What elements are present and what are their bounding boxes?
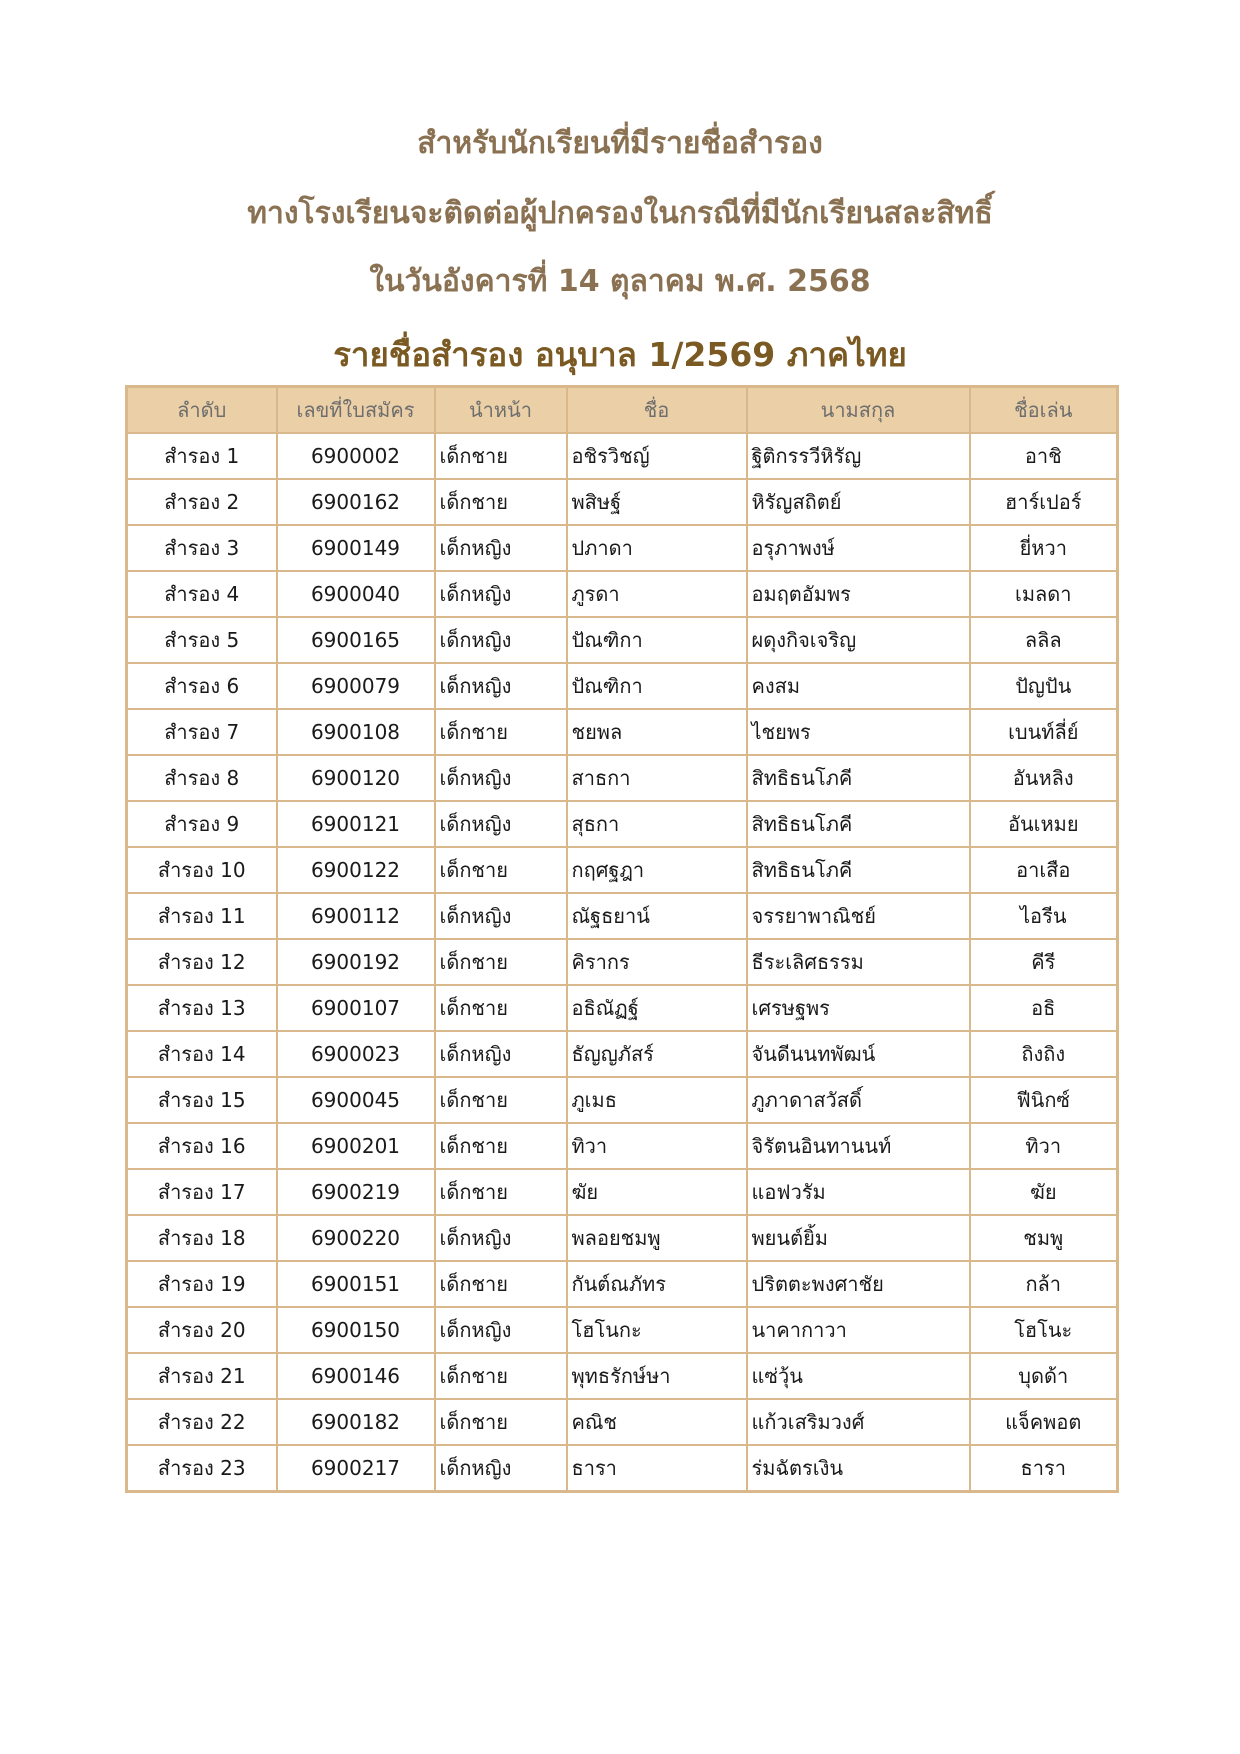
cell-last-name: ธีระเลิศธรรม <box>747 939 970 985</box>
cell-first-name: ภูรดา <box>567 571 747 617</box>
cell-last-name: เศรษฐพร <box>747 985 970 1031</box>
cell-order: สำรอง 18 <box>127 1215 277 1261</box>
cell-last-name: แซ่วุ้น <box>747 1353 970 1399</box>
cell-nickname: ฆัย <box>970 1169 1118 1215</box>
cell-nickname: ไอรีน <box>970 893 1118 939</box>
cell-last-name: ฐิติกรรวีหิรัญ <box>747 433 970 479</box>
cell-first-name: โฮโนกะ <box>567 1307 747 1353</box>
cell-first-name: อธิณัฏฐ์ <box>567 985 747 1031</box>
cell-last-name: หิรัญสถิตย์ <box>747 479 970 525</box>
cell-first-name: กฤศฐฎา <box>567 847 747 893</box>
table-row <box>127 525 1118 571</box>
cell-application-no: 6900146 <box>277 1353 435 1399</box>
cell-application-no: 6900219 <box>277 1169 435 1215</box>
cell-first-name: พุทธรักษ์ษา <box>567 1353 747 1399</box>
cell-application-no: 6900108 <box>277 709 435 755</box>
cell-first-name: พสิษฐ์ <box>567 479 747 525</box>
cell-order: สำรอง 21 <box>127 1353 277 1399</box>
table-row <box>127 847 1118 893</box>
cell-prefix: เด็กหญิง <box>435 1031 567 1077</box>
cell-prefix: เด็กชาย <box>435 709 567 755</box>
cell-nickname: บุดด้า <box>970 1353 1118 1399</box>
cell-application-no: 6900165 <box>277 617 435 663</box>
cell-application-no: 6900023 <box>277 1031 435 1077</box>
cell-prefix: เด็กหญิง <box>435 1307 567 1353</box>
table-row <box>127 893 1118 939</box>
cell-order: สำรอง 15 <box>127 1077 277 1123</box>
reserve-list-table <box>125 385 1119 1493</box>
cell-prefix: เด็กหญิง <box>435 1445 567 1492</box>
cell-prefix: เด็กหญิง <box>435 525 567 571</box>
cell-last-name: สิทธิธนโภคี <box>747 801 970 847</box>
cell-prefix: เด็กชาย <box>435 433 567 479</box>
cell-application-no: 6900220 <box>277 1215 435 1261</box>
cell-application-no: 6900079 <box>277 663 435 709</box>
cell-nickname: ฟีนิกซ์ <box>970 1077 1118 1123</box>
cell-first-name: กันต์ณภัทร <box>567 1261 747 1307</box>
cell-order: สำรอง 6 <box>127 663 277 709</box>
cell-last-name: จิรัตนอินทานนท์ <box>747 1123 970 1169</box>
cell-first-name: สุธกา <box>567 801 747 847</box>
table-body <box>127 433 1118 1492</box>
cell-application-no: 6900149 <box>277 525 435 571</box>
notice-date: ในวันอังคารที่ 14 ตุลาคม พ.ศ. 2568 <box>369 264 871 299</box>
cell-prefix: เด็กชาย <box>435 1169 567 1215</box>
table-row <box>127 709 1118 755</box>
cell-order: สำรอง 5 <box>127 617 277 663</box>
cell-nickname: ยี่หวา <box>970 525 1118 571</box>
cell-application-no: 6900045 <box>277 1077 435 1123</box>
cell-order: สำรอง 13 <box>127 985 277 1031</box>
cell-last-name: อมฤตอัมพร <box>747 571 970 617</box>
cell-first-name: ภูเมธ <box>567 1077 747 1123</box>
cell-application-no: 6900182 <box>277 1399 435 1445</box>
cell-last-name: ปริตตะพงศาชัย <box>747 1261 970 1307</box>
cell-first-name: ทิวา <box>567 1123 747 1169</box>
cell-application-no: 6900217 <box>277 1445 435 1492</box>
cell-nickname: ฮาร์เปอร์ <box>970 479 1118 525</box>
cell-last-name: สิทธิธนโภคี <box>747 755 970 801</box>
cell-first-name: ธารา <box>567 1445 747 1492</box>
table-row <box>127 1123 1118 1169</box>
table-row <box>127 939 1118 985</box>
table-row <box>127 1261 1118 1307</box>
cell-first-name: อชิรวิชญ์ <box>567 433 747 479</box>
column-header-nickname: ชื่อเล่น <box>970 387 1118 434</box>
cell-nickname: แจ็คพอต <box>970 1399 1118 1445</box>
cell-application-no: 6900201 <box>277 1123 435 1169</box>
cell-order: สำรอง 23 <box>127 1445 277 1492</box>
table-header-row <box>127 387 1118 434</box>
cell-application-no: 6900151 <box>277 1261 435 1307</box>
cell-order: สำรอง 7 <box>127 709 277 755</box>
cell-order: สำรอง 8 <box>127 755 277 801</box>
cell-last-name: อรุภาพงษ์ <box>747 525 970 571</box>
cell-nickname: อาเสือ <box>970 847 1118 893</box>
cell-application-no: 6900122 <box>277 847 435 893</box>
cell-last-name: นาคากาวา <box>747 1307 970 1353</box>
cell-application-no: 6900107 <box>277 985 435 1031</box>
table-row <box>127 1399 1118 1445</box>
cell-prefix: เด็กชาย <box>435 479 567 525</box>
table-row <box>127 433 1118 479</box>
cell-first-name: ปัณฑิกา <box>567 617 747 663</box>
cell-application-no: 6900121 <box>277 801 435 847</box>
table-row <box>127 617 1118 663</box>
table-row <box>127 1169 1118 1215</box>
column-header-order: ลำดับ <box>127 387 277 434</box>
cell-order: สำรอง 16 <box>127 1123 277 1169</box>
cell-application-no: 6900162 <box>277 479 435 525</box>
cell-order: สำรอง 1 <box>127 433 277 479</box>
cell-prefix: เด็กชาย <box>435 1353 567 1399</box>
cell-nickname: อธิ <box>970 985 1118 1031</box>
cell-order: สำรอง 19 <box>127 1261 277 1307</box>
cell-nickname: อาชิ <box>970 433 1118 479</box>
cell-nickname: อันเหมย <box>970 801 1118 847</box>
cell-last-name: แก้วเสริมวงศ์ <box>747 1399 970 1445</box>
cell-nickname: ทิวา <box>970 1123 1118 1169</box>
cell-last-name: คงสม <box>747 663 970 709</box>
table-row <box>127 571 1118 617</box>
cell-order: สำรอง 10 <box>127 847 277 893</box>
cell-nickname: ปัญปัน <box>970 663 1118 709</box>
cell-application-no: 6900120 <box>277 755 435 801</box>
table-row <box>127 1353 1118 1399</box>
cell-first-name: สาธกา <box>567 755 747 801</box>
cell-nickname: เบนท์ลี่ย์ <box>970 709 1118 755</box>
table-row <box>127 1307 1118 1353</box>
cell-nickname: ธารา <box>970 1445 1118 1492</box>
cell-nickname: กล้า <box>970 1261 1118 1307</box>
cell-order: สำรอง 20 <box>127 1307 277 1353</box>
cell-application-no: 6900040 <box>277 571 435 617</box>
column-header-first-name: ชื่อ <box>567 387 747 434</box>
cell-prefix: เด็กชาย <box>435 1399 567 1445</box>
cell-last-name: พยนต์ยิ้ม <box>747 1215 970 1261</box>
notice-line-2: ทางโรงเรียนจะติดต่อผู้ปกครองในกรณีที่มีนักเรียนสละสิทธิ์ <box>247 196 993 231</box>
column-header-application-no: เลขที่ใบสมัคร <box>277 387 435 434</box>
column-header-last-name: นามสกุล <box>747 387 970 434</box>
cell-nickname: คีรี <box>970 939 1118 985</box>
table-row <box>127 479 1118 525</box>
table-row <box>127 755 1118 801</box>
cell-prefix: เด็กหญิง <box>435 571 567 617</box>
table-row <box>127 1077 1118 1123</box>
cell-prefix: เด็กหญิง <box>435 617 567 663</box>
cell-last-name: ภูภาดาสวัสดิ์ <box>747 1077 970 1123</box>
cell-last-name: จันดีนนทพัฒน์ <box>747 1031 970 1077</box>
table-row <box>127 1031 1118 1077</box>
cell-order: สำรอง 14 <box>127 1031 277 1077</box>
cell-prefix: เด็กหญิง <box>435 1215 567 1261</box>
cell-last-name: สิทธิธนโภคี <box>747 847 970 893</box>
cell-order: สำรอง 11 <box>127 893 277 939</box>
table-row <box>127 1445 1118 1492</box>
cell-order: สำรอง 3 <box>127 525 277 571</box>
cell-first-name: คิรากร <box>567 939 747 985</box>
cell-order: สำรอง 2 <box>127 479 277 525</box>
cell-last-name: แอฟวรัม <box>747 1169 970 1215</box>
cell-prefix: เด็กชาย <box>435 1077 567 1123</box>
cell-prefix: เด็กชาย <box>435 1123 567 1169</box>
cell-first-name: ธัญญภัสร์ <box>567 1031 747 1077</box>
table-row <box>127 663 1118 709</box>
cell-first-name: ปัณฑิกา <box>567 663 747 709</box>
cell-first-name: คณิช <box>567 1399 747 1445</box>
cell-prefix: เด็กหญิง <box>435 755 567 801</box>
cell-order: สำรอง 17 <box>127 1169 277 1215</box>
cell-first-name: ฆัย <box>567 1169 747 1215</box>
cell-nickname: ชมพู <box>970 1215 1118 1261</box>
notice-line-1: สำหรับนักเรียนที่มีรายชื่อสำรอง <box>417 126 823 161</box>
cell-prefix: เด็กชาย <box>435 1261 567 1307</box>
cell-application-no: 6900192 <box>277 939 435 985</box>
column-header-prefix: นำหน้า <box>435 387 567 434</box>
table-row <box>127 1215 1118 1261</box>
cell-first-name: พลอยชมพู <box>567 1215 747 1261</box>
cell-nickname: ถิงถิง <box>970 1031 1118 1077</box>
cell-last-name: ร่มฉัตรเงิน <box>747 1445 970 1492</box>
table-row <box>127 985 1118 1031</box>
cell-prefix: เด็กชาย <box>435 985 567 1031</box>
cell-prefix: เด็กหญิง <box>435 893 567 939</box>
table-row <box>127 801 1118 847</box>
cell-last-name: ผดุงกิจเจริญ <box>747 617 970 663</box>
cell-order: สำรอง 9 <box>127 801 277 847</box>
cell-last-name: จรรยาพาณิชย์ <box>747 893 970 939</box>
cell-application-no: 6900112 <box>277 893 435 939</box>
cell-order: สำรอง 22 <box>127 1399 277 1445</box>
cell-prefix: เด็กชาย <box>435 847 567 893</box>
page-title: รายชื่อสำรอง อนุบาล 1/2569 ภาคไทย <box>333 335 907 374</box>
cell-nickname: เมลดา <box>970 571 1118 617</box>
cell-nickname: ลลิล <box>970 617 1118 663</box>
cell-prefix: เด็กหญิง <box>435 801 567 847</box>
cell-order: สำรอง 12 <box>127 939 277 985</box>
cell-nickname: โฮโนะ <box>970 1307 1118 1353</box>
cell-nickname: อันหลิง <box>970 755 1118 801</box>
cell-application-no: 6900002 <box>277 433 435 479</box>
cell-first-name: ปภาดา <box>567 525 747 571</box>
cell-first-name: ชยพล <box>567 709 747 755</box>
cell-first-name: ณัฐธยาน์ <box>567 893 747 939</box>
cell-prefix: เด็กหญิง <box>435 663 567 709</box>
cell-application-no: 6900150 <box>277 1307 435 1353</box>
cell-last-name: ไชยพร <box>747 709 970 755</box>
cell-order: สำรอง 4 <box>127 571 277 617</box>
cell-prefix: เด็กชาย <box>435 939 567 985</box>
